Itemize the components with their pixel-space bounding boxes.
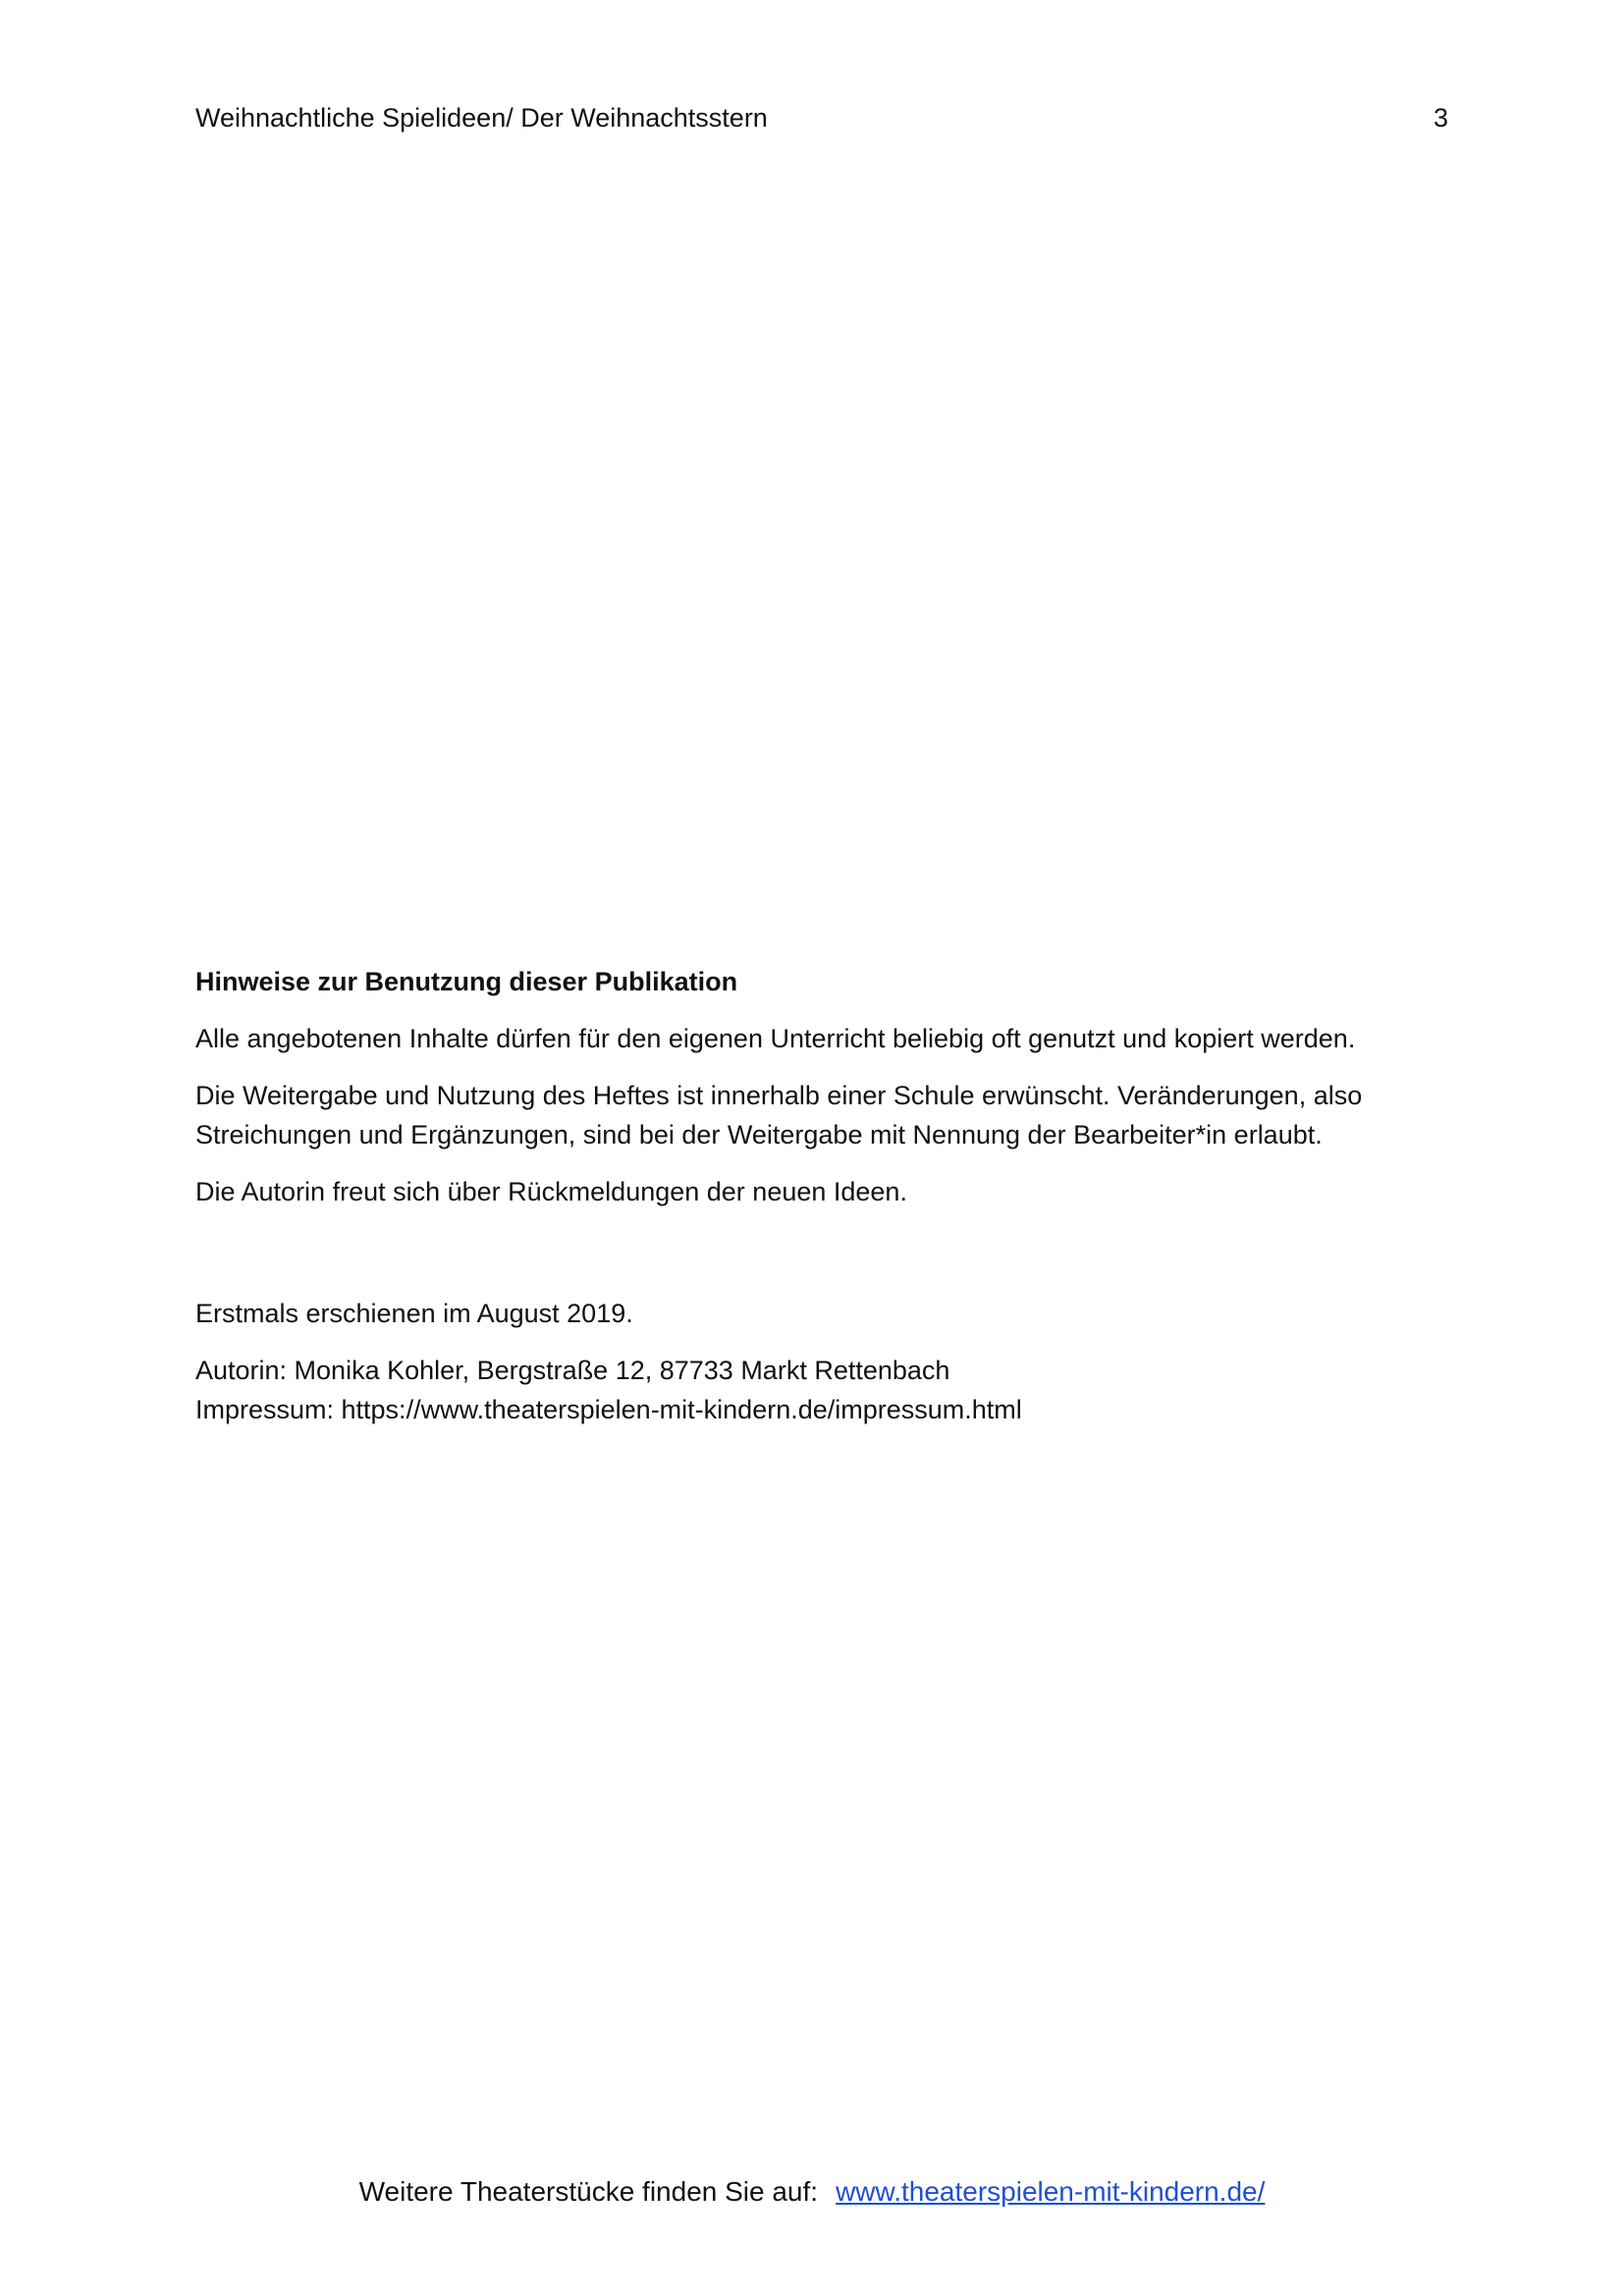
page-number: 3 bbox=[1433, 103, 1448, 133]
footer-text: Weitere Theaterstücke finden Sie auf: bbox=[358, 2176, 819, 2207]
imprint-line: Impressum: https://www.theaterspielen-mit-kindern.de/impressum.html bbox=[195, 1395, 1022, 1424]
feedback-paragraph: Die Autorin freut sich über Rückmeldungen der neuen Ideen. bbox=[195, 1177, 907, 1206]
author-line: Autorin: Monika Kohler, Bergstraße 12, 87733 Markt Rettenbach bbox=[195, 1356, 950, 1385]
sharing-paragraph bbox=[195, 1076, 1448, 1154]
header-title: Weihnachtliche Spielideen/ Der Weihnachtsstern bbox=[195, 103, 768, 133]
main-content bbox=[195, 962, 1448, 1447]
notice-heading: Hinweise zur Benutzung dieser Publikation bbox=[195, 967, 738, 996]
running-header bbox=[195, 98, 1448, 137]
sharing-paragraph-line-2: Streichungen und Ergänzungen, sind bei der Weitergabe mit Nennung der Bearbeiter*in erlaubt. bbox=[195, 1120, 1323, 1149]
first-published-text: Erstmals erschienen im August 2019. bbox=[195, 1299, 633, 1328]
sharing-paragraph-line-1: Die Weitergabe und Nutzung des Heftes ist innerhalb einer Schule erwünscht. Veränderungen, also bbox=[195, 1081, 1363, 1110]
usage-paragraph: Alle angebotenen Inhalte dürfen für den eigenen Unterricht beliebig oft genutzt und kopiert werden. bbox=[195, 1024, 1356, 1053]
author-imprint-block bbox=[195, 1351, 1448, 1429]
website-link[interactable]: www.theaterspielen-mit-kindern.de/ bbox=[836, 2176, 1266, 2207]
page-footer bbox=[0, 2172, 1624, 2212]
section-spacer bbox=[195, 1229, 1448, 1294]
